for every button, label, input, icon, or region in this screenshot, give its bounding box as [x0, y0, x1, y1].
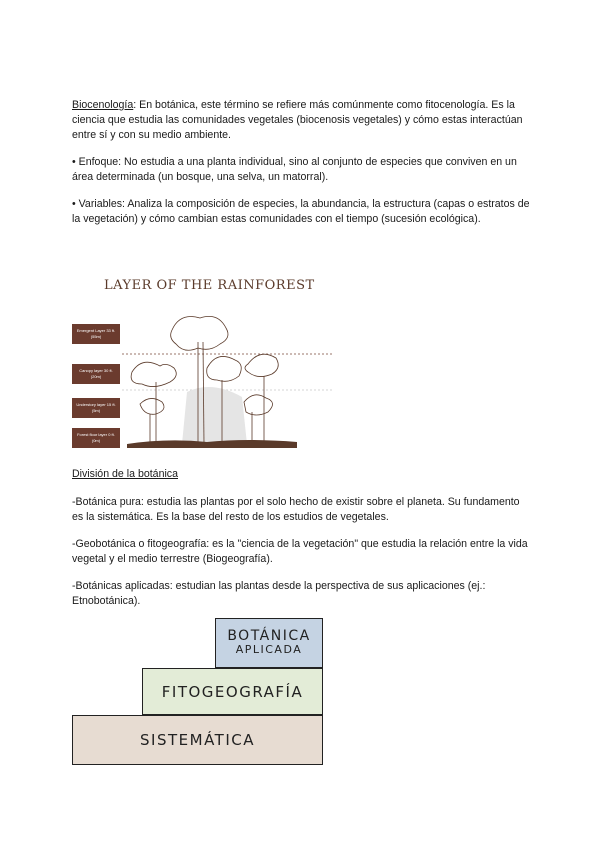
layer-label-emergent: Emergent Layer 33 ft. (55m) — [72, 324, 120, 344]
step-fitogeografia: FITOGEOGRAFÍA — [142, 668, 323, 715]
intro-definition: : En botánica, este término se refiere más comúnmente como fitocenología. Es la ciencia que estudia las comunidades vegetales (biocenosis vegetales) y cómo estas interactúan entre sí y con su medio ambiente. — [72, 99, 523, 141]
intro-term: Biocenología — [72, 99, 134, 111]
rainforest-title: LAYER OF THE RAINFOREST — [104, 278, 315, 293]
section-heading: División de la botánica — [72, 468, 178, 480]
item-botanicas-aplicadas: -Botánicas aplicadas: estudian las plantas desde la perspectiva de sus aplicaciones (ej.: Etnobotánica). — [72, 580, 486, 607]
shadow-shape — [182, 387, 247, 444]
understory-crown-right — [244, 395, 273, 415]
step-sistematica: SISTEMÁTICA — [72, 715, 323, 765]
rainforest-figure — [72, 272, 334, 454]
botany-steps-diagram — [72, 618, 324, 766]
step-botanica-aplicada — [215, 618, 323, 668]
understory-crown-left — [140, 398, 164, 414]
bullet-variables: • Variables: Analiza la composición de especies, la abundancia, la estructura (capas o estratos de la vegetación) y cómo cambian estas comunidades con el tiempo (sucesión ecológica). — [72, 198, 530, 225]
bullet-enfoque: • Enfoque: No estudia a una planta individual, sino al conjunto de especies que conviven en un área determinada (un bosque, una selva, un matorral). — [72, 156, 517, 183]
layer-label-floor: Forest floor layer 0 ft. (0m) — [72, 428, 120, 448]
canopy-crown-left — [131, 362, 176, 386]
item-botanica-pura: -Botánica pura: estudia las plantas por el solo hecho de existir sobre el planeta. Su fundamento es la sistemática. Es la base del resto de los estudios de vegetales. — [72, 496, 520, 523]
layer-label-understory: Understory layer 15 ft. (5m) — [72, 398, 120, 418]
item-geobotanica: -Geobotánica o fitogeografía: es la "ciencia de la vegetación" que estudia la relación entre la vida vegetal y el medio terrestre (Biogeografía). — [72, 538, 528, 565]
layer-label-canopy: Canopy layer 30 ft. (20m) — [72, 364, 120, 384]
rainforest-drawing — [72, 272, 334, 454]
emergent-crown — [171, 316, 228, 350]
intro-paragraph — [72, 98, 532, 143]
canopy-crown-center — [207, 356, 242, 381]
canopy-crown-right — [245, 354, 278, 376]
step-aplicada-line2: APLICADA — [235, 643, 303, 656]
step-aplicada-line1: BOTÁNICA — [227, 628, 311, 644]
